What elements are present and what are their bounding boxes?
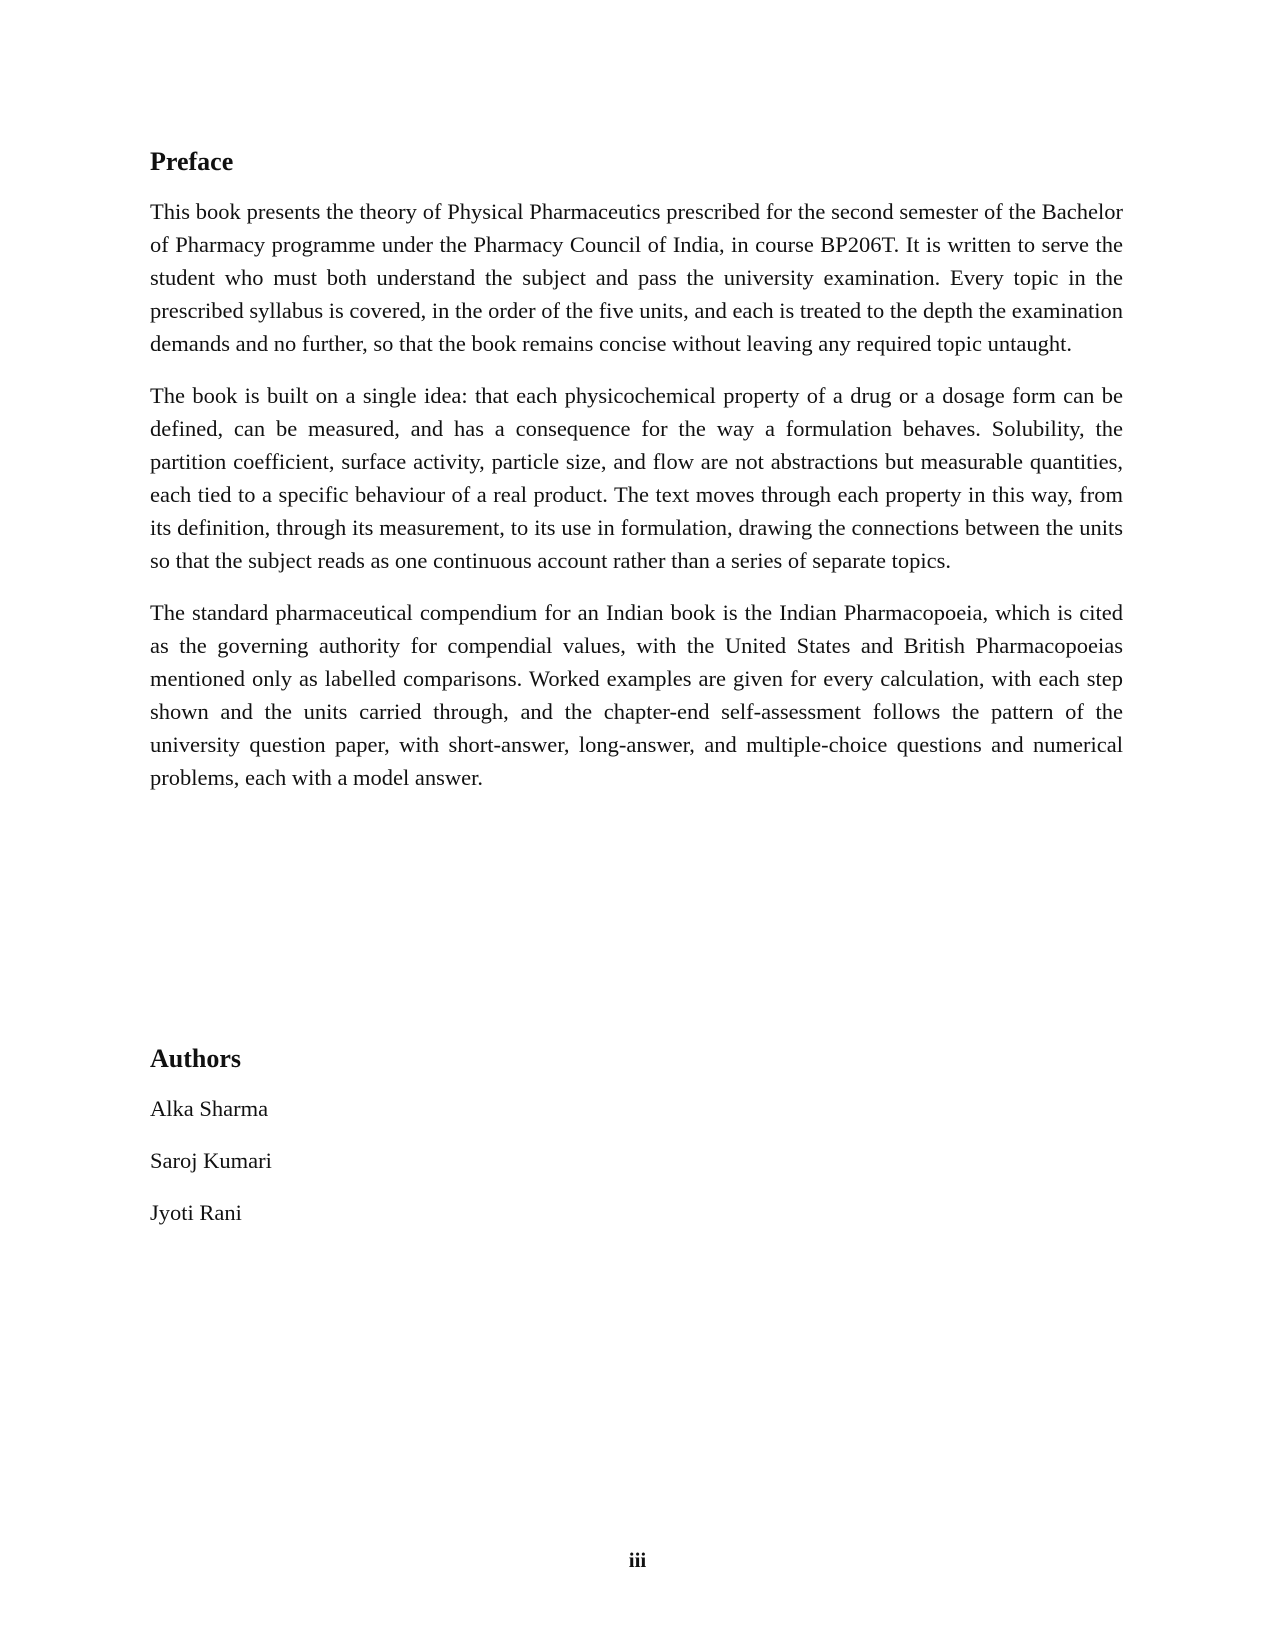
author-name: Saroj Kumari	[150, 1148, 272, 1174]
preface-heading: Preface	[150, 147, 234, 176]
author-name: Alka Sharma	[150, 1096, 269, 1122]
preface-paragraph-2: The book is built on a single idea: that each physicochemical property of a drug or a dosage form can be defined, can be measured, and has a consequence for the way a formulation behaves. Solubility, the partition coefficient, surface activity, particle size, and flow are not abstractions but measurable quantities, each tied to a specific behaviour of a real product. The text moves through each property in this way, from its definition, through its measurement, to its use in formulation, drawing the connections between the units so that the subject reads as one continuous account rather than a series of separate topics.	[150, 383, 1123, 574]
authors-section	[150, 1043, 1123, 1248]
preface-paragraph-1: This book presents the theory of Physical Pharmaceutics prescribed for the second semester of the Bachelor of Pharmacy programme under the Pharmacy Council of India, in course BP206T. It is written to serve the student who must both understand the subject and pass the university examination. Every topic in the prescribed syllabus is covered, in the order of the five units, and each is treated to the depth the examination demands and no further, so that the book remains concise without leaving any required topic untaught.	[150, 199, 1123, 357]
preface-paragraph-3: The standard pharmaceutical compendium for an Indian book is the Indian Pharmacopoeia, which is cited as the governing authority for compendial values, with the United States and British Pharmacopoeias mentioned only as labelled comparisons. Worked examples are given for every calculation, with each step shown and the units carried through, and the chapter-end self-assessment follows the pattern of the university question paper, with short-answer, long-answer, and multiple-choice questions and numerical problems, each with a model answer.	[150, 600, 1123, 791]
authors-heading: Authors	[150, 1044, 242, 1073]
preface-section	[150, 146, 1123, 813]
page-number: iii	[628, 1548, 647, 1572]
author-name: Jyoti Rani	[150, 1200, 242, 1226]
